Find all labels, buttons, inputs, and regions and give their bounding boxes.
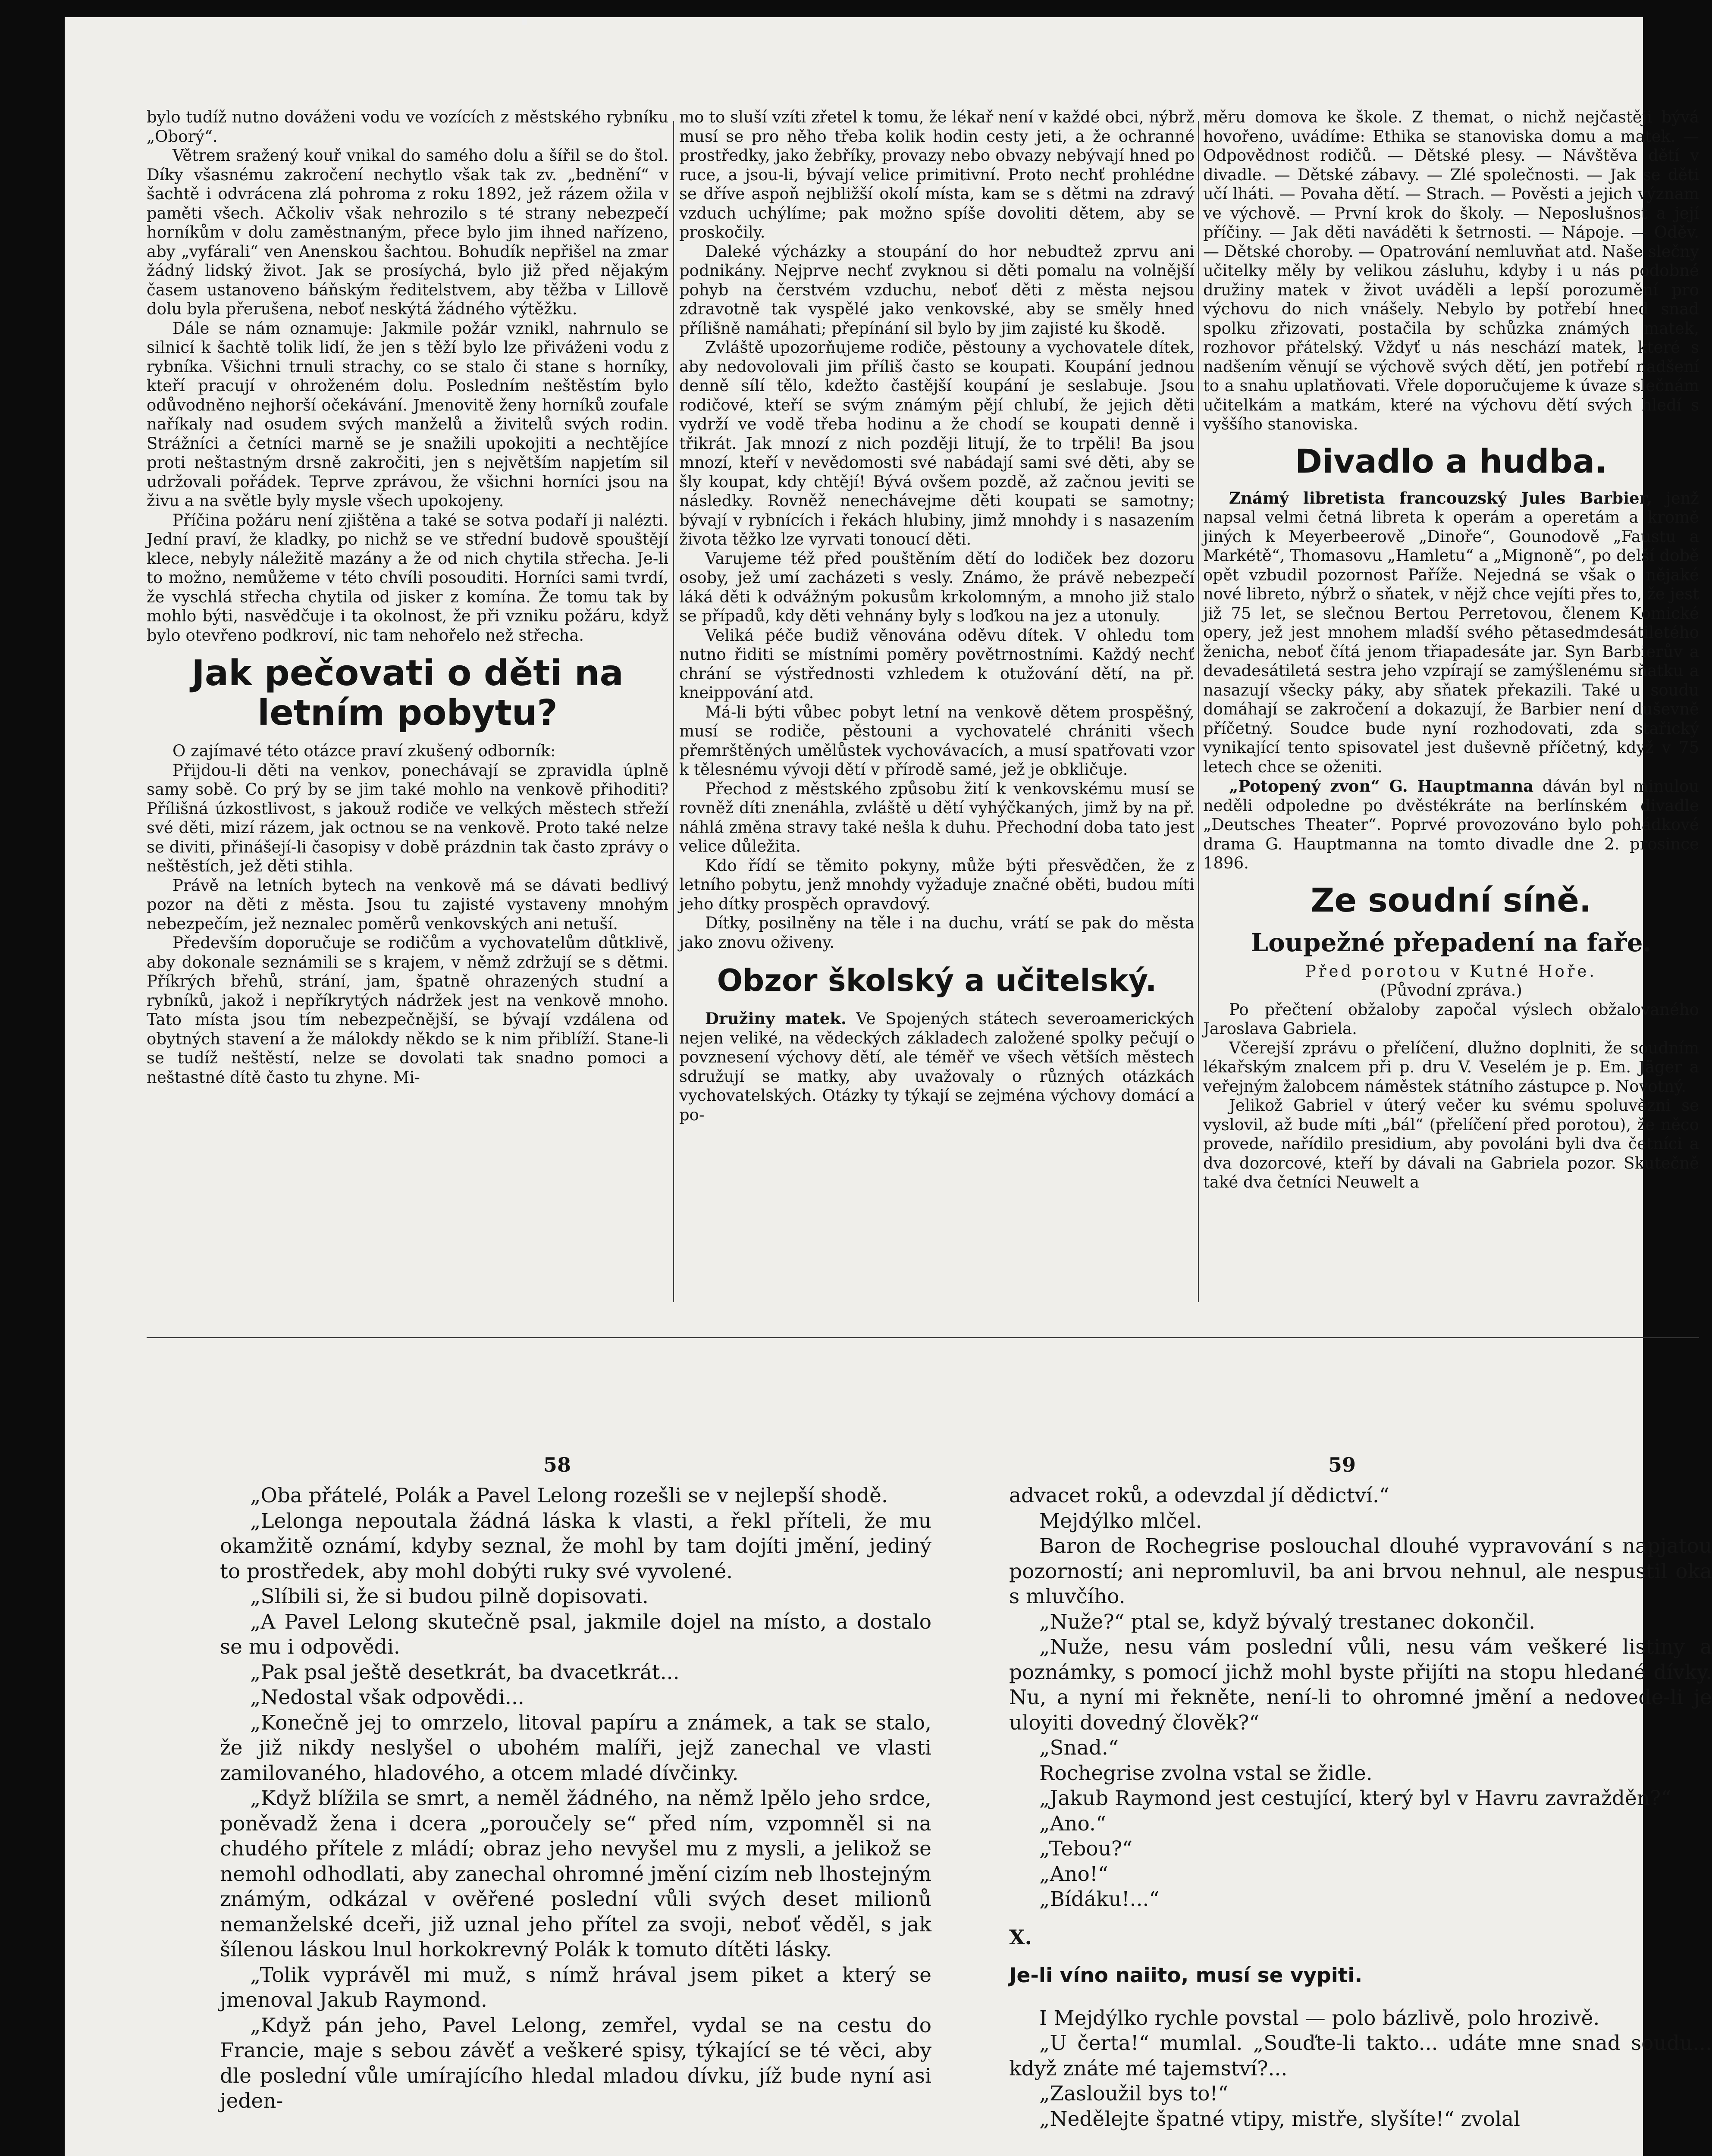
paragraph: „Pak psal ještě desetkrát, ba dvacetkrát... bbox=[250, 1660, 680, 1684]
paragraph: Především doporučuje se rodičům a vychovatelům důtklivě, aby dokonale seznámili se s krajem, v němž zdržují se s dětmi. Příkrých břehů, strání, jam, špatně ohrazených studní a rybníků, jakož i nepříkrytých nádržek jest na venkově mnoho. Tato místa jsou tím nebezpečnější, se bývají vzdálena od obytných stavení a že málokdy někdo se k nim přiblíží. Stane-li se tudíž neštěstí, nelze se dovolati tak snadno pomoci a neštastné dítě často tu zhyne. Mi- bbox=[147, 934, 668, 1087]
newspaper-sheet bbox=[65, 17, 1712, 2156]
paragraph: „Oba přátelé, Polák a Pavel Lelong rozešli se v nejlepší shodě. bbox=[250, 1484, 888, 1507]
paragraph: „A Pavel Lelong skutečně psal, jakmile dojel na místo, a dostalo se mu i odpovědi. bbox=[220, 1610, 931, 1659]
paragraph: Má-li býti vůbec pobyt letní na venkově dětem prospěšný, musí se rodiče, pěstouni a vychovatelé chrániti všech přemrštěných umělůstek vychovávacích, a musí spatřovati vzor k tělesnému vývoji dětí v přírodě samé, jež je obkličuje. bbox=[679, 702, 1195, 779]
paragraph: Varujeme též před pouštěním dětí do lodiček bez dozoru osoby, jež umí zacházeti s vesly. Známo, že právě nebezpečí láká děti k odvážným pokusům krkolomným, a mnoho již stalo se případů, kdy děti vehnány byly s loďkou na jez a utonuly. bbox=[679, 549, 1195, 625]
page-number-right: 59 bbox=[1328, 1453, 1356, 1476]
paragraph: „Slíbili si, že si budou pilně dopisovati. bbox=[250, 1585, 649, 1608]
paragraph: advacet roků, a odevzdal jí dědictví.“ bbox=[1009, 1484, 1389, 1507]
scan-mark bbox=[522, 17, 527, 25]
lead-bold: Známý libretista francouzský Jules Barbier, bbox=[1229, 488, 1652, 508]
paragraph: „Když pán jeho, Pavel Lelong, zemřel, vydal se na cestu do Francie, maje s sebou závěť a veškeré spisy, týkající se té věci, aby dle poslední vůle umírajícího hledal mladou dívku, jíž bude nyní asi jeden- bbox=[220, 2013, 931, 2113]
section-divider bbox=[147, 1337, 1699, 1338]
paragraph: Přijdou-li děti na venkov, ponechávají se zpravidla úplně samy sobě. Co prý by se jim také mohlo na venkově přihoditi? Přílišná úzkostlivost, s jakouž rodiče ve velkých městech střeží své děti, mizí rázem, jak octnou se na venkově. Proto také nelze se diviti, přinášejí-li časopisy v době prázdnin tak často zprávy o neštěstích, jež děti stihla. bbox=[147, 761, 668, 875]
headline-theatre: Divadlo a hudba. bbox=[1295, 442, 1607, 480]
headline-school: Obzor školský a učitelský. bbox=[717, 963, 1157, 998]
paragraph: Přechod z městského způsobu žití k venkovskému musí se rovněž díti znenáhla, zvláště u dětí vyhýčkaných, jimž by na př. náhlá změna stravy také nešla k duhu. Přechodní doba tato jest velice důležita. bbox=[679, 779, 1195, 856]
paragraph: „Jakub Raymond jest cestující, který byl v Havru zavražděn?“ bbox=[1039, 1786, 1671, 1810]
paragraph: I Mejdýlko rychle povstal — polo bázlivě, polo hrozivě. bbox=[1039, 2006, 1600, 2030]
paragraph: „Konečně jej to omrzelo, litoval papíru a známek, a tak se stalo, že již nikdy neslyšel o ubohém malíři, jejž zanechal ve vlasti zamilovaného, hladového, a otcem mladé dívčinky. bbox=[220, 1711, 931, 1785]
paragraph: Daleké výcházky a stoupání do hor nebudtež zprvu ani podnikány. Nejprve nechť zvyknou si děti pomalu na volnější pohyb na čerstvém vzduchu, neboť děti z města nejsou zdravotně tak vyspělé jako venkovské, aby se směly hned přílišně namáhati; přepínání sil bylo by jim zajisté ku škodě. bbox=[679, 242, 1195, 338]
paragraph bbox=[679, 1009, 1195, 1125]
column-divider bbox=[673, 121, 674, 1302]
lead-text: Ve Spojených státech severoamerických nejen veliké, na vědeckých základech založené spolky pečují o povznesení výchovy dětí, ale téměř ve všech větších městech sdružují se matky, aby uvažovaly o různých otázkách vychovatelských. Otázky ty týkají se zejména výchovy domácí a po- bbox=[679, 1009, 1195, 1124]
paragraph: „Bídáku!...“ bbox=[1039, 1887, 1160, 1911]
paragraph: „Tolik vyprávěl mi muž, s nímž hrával jsem piket a který se jmenoval Jakub Raymond. bbox=[220, 1963, 931, 2012]
column-3 bbox=[1203, 108, 1699, 1315]
paragraph: „Nedělejte špatné vtipy, mistře, slyšíte!“ zvolal bbox=[1039, 2107, 1521, 2131]
paragraph: „Ano.“ bbox=[1039, 1811, 1106, 1836]
paragraph: „Lelonga nepoutala žádná láska k vlasti, a řekl příteli, že mu okamžitě oznámí, kdyby seznal, že mohl by tam dojíti jmění, jediný to prostředek, aby mohl dobýti ruky své vyvolené. bbox=[220, 1509, 931, 1583]
chapter-title: Je-li víno naiito, musí se vypiti. bbox=[1009, 1964, 1363, 1987]
paragraph: měru domova ke škole. Z themat, o nichž nejčastěji bývá hovořeno, uvádíme: Ethika se stanoviska domu a matek. — Odpovědnost rodičů. — Dětské plesy. — Návštěva dětí v divadle. — Dětské zábavy. — Zlé společnosti. — Jak se děti učí lháti. — Povaha dětí. — Strach. — Pověsti a jejich význam ve výchově. — První krok do školy. — Neposlušnost a její příčiny. — Jak děti naváděti k šetrnosti. — Nápoje. — Oděv. — Dětské choroby. — Opatrování nemluvňat atd. Naše slečny učitelky měly by velikou zásluhu, kdyby i u nás podobné družiny matek v život uváděli a lepší porozumění pro výchovu do nich vnášely. Nebylo by potřebí hned snad spolku zřizovati, postačila by schůzka známých matek, rozhovor přátelský. Vždyť u nás neschází matek, které s nadšením věnují se výchově svých dětí, jen potřebí nadšení to a snahu uplatňovati. Vřele doporučujeme k úvaze slečnám učitelkám a matkám, které na výchovu dětí svých hledí s vyššího stanoviska. bbox=[1203, 108, 1699, 433]
lead-text: jenž napsal velmi četná libreta k operám a operetám a kromě jiných k Meyerbeerově „Dinoře“, Gounodově „Faustu a Markétě“, Thomasovu „Hamletu“ a „Mignoně“, po delší době opět vzbudil pozornost Paříže. Nejedná se však o nějaké nové libreto, nýbrž o sňatek, v nějž chce vejíti přes to, že jest již 75 let, se slečnou Bertou Perretovou, členem Komické opery, jež jest mnohem mladší svého pětasedmdesátiletého ženicha, neboť čítá jenom třiapadesáte jar. Syn Barbierův a devadesátiletá sestra jeho vzpírají se zamýšlenému sňatku a nasazují všecky páky, aby sňatek překazili. Také u soudu domáhají se zakročení a dokazují, že Barbier není duševně příčetný. Soudce bude nyní rozhodovati, zda stařický vynikající tento spisovatel jest duševně příčetný, když v 75 letech chce se oženiti. bbox=[1203, 489, 1699, 776]
paragraph: Baron de Rochegrise poslouchal dlouhé vypravování s napjatou pozorností; ani nepromluvil, ba ani brvou nehnul, ale nespustil oka s mluvčího. bbox=[1009, 1534, 1712, 1608]
paragraph: Po přečtení obžaloby započal výslech obžalovaného Jaroslava Gabriela. bbox=[1203, 1000, 1699, 1038]
column-divider bbox=[1198, 121, 1199, 1302]
headline-children-summer: Jak pečovati o děti na letním pobytu? bbox=[191, 653, 624, 733]
court-subtitle-2: (Původní zpráva.) bbox=[1380, 981, 1522, 1000]
paragraph: Mejdýlko mlčel. bbox=[1039, 1509, 1202, 1533]
paragraph: Dále se nám oznamuje: Jakmile požár vznikl, nahrnulo se silnicí k šachtě tolik lidí, že jen s těží bylo lze přiváženi vodu z rybníka. Všichni trnuli strachy, co se stalo či stane s horníky, kteří pracují v ohroženém dolu. Posledním neštěstím bylo odůvodněno nejhorší očekávání. Jmenovitě ženy horníků zoufale naříkaly nad osudem svých manželů a živitelů svých rodin. Strážníci a četníci marně se je snažili upokojiti a nechtějíce proti neštastným drsně zakročiti, jen s největším napjetím sil udržovali pořádek. Teprve zprávou, že všichni horníci jsou na živu a na světle byly mysle všech upokojeny. bbox=[147, 319, 668, 510]
paragraph: „Snad.“ bbox=[1039, 1736, 1119, 1760]
paragraph: bylo tudíž nutno dováženi vodu ve vozících z městského rybníku „Oborý“. bbox=[147, 108, 668, 146]
paragraph: „Zasloužil bys to!“ bbox=[1039, 2082, 1229, 2106]
paragraph: Rochegrise zvolna vstal se židle. bbox=[1039, 1761, 1373, 1785]
paragraph: Jelikož Gabriel v úterý večer ku svému spoluvězni se vyslovil, až bude míti „bál“ (přelíčení před porotou), že něco provede, nařídilo presidium, aby povoláni byli dva četníci a dva dozorcové, kteří by dávali na Gabriela pozor. Skutečně také dva četníci Neuwelt a bbox=[1203, 1096, 1699, 1191]
court-title: Loupežné přepadení na faře. bbox=[1251, 928, 1652, 957]
paragraph: Dítky, posilněny na těle i na duchu, vrátí se pak do města jako znovu oživeny. bbox=[679, 914, 1195, 952]
paragraph: Včerejší zprávu o přelíčení, dlužno doplniti, že soudním lékařským znalcem při p. dru V. Veselém je p. Em. Jäger a veřejným žalobcem náměstek státního zástupce p. Novotný. bbox=[1203, 1038, 1699, 1096]
paragraph: Větrem sražený kouř vnikal do samého dolu a šířil se do štol. Díky všasnému zakročení nechytlo však tak zv. „bednění“ v šachtě i odvrácena zlá pohroma z roku 1892, jež rázem ožila v paměti všech. Ačkoliv však nehrozilo s té strany nebezpečí horníkům v dolu zaměstnaným, přece bylo jim ihned nařízeno, aby „vyfárali“ ven Anenskou šachtou. Bohudík nepřišel na zmar žádný lidský život. Jak se prosíychá, bylo již před nějakým časem ustanoveno báňským ředitelstvem, aby těžba v Lillově dolu byla přerušena, neboť neskýtá žádného výtěžku. bbox=[147, 146, 668, 318]
lead-bold: „Potopený zvon“ G. Hauptmanna bbox=[1229, 777, 1534, 796]
paragraph: „Tebou?“ bbox=[1039, 1837, 1133, 1861]
lead-bold: Družiny matek. bbox=[705, 1009, 847, 1028]
court-subtitle: Před porotou v Kutné Hoře. bbox=[1305, 962, 1597, 981]
book-page-right bbox=[1009, 1483, 1712, 2156]
column-1 bbox=[147, 108, 668, 1315]
page-number-left: 58 bbox=[543, 1453, 571, 1476]
paragraph: mo to sluší vzíti zřetel k tomu, že lékař není v každé obci, nýbrž musí se pro něho třeba kolik hodin cesty jeti, a že ochranné prostředky, jako žebříky, provazy nebo obvazy nebývají hned po ruce, a jsou-li, bývají velice primitivní. Proto nechť prohlédne se dříve aspoň nejbližší okolí místa, kam se s dětmi na zdravý vzduch uchýlíme; pak možno spíše dovoliti dětem, aby se proskočily. bbox=[679, 108, 1195, 241]
paragraph: Příčina požáru není zjištěna a také se sotva podaří ji nalézti. Jední praví, že kladky, po nichž se ve střední budově spouštějí klece, nebyly náležitě mazány a že od nich chytila střecha. Je-li to možno, nemůžeme v této chvíli posouditi. Horníci sami tvrdí, že vyschlá střecha chytila od jisker z komína. Že tomu tak by mohlo býti, nasvědčuje i ta okolnost, že při vzniku požáru, když bylo otevřeno podkroví, nic tam nehořelo než střecha. bbox=[147, 511, 668, 645]
paragraph: „U čerta!“ mumlal. „Souďte-li takto... udáte mne snad soudu... když znáte mé tajemství?... bbox=[1009, 2031, 1712, 2081]
lead-text: dáván byl minulou neděli odpoledne po dvěstékráte na berlínském divadle „Deutsches Theater“. Poprvé provozováno bylo pohádkové drama G. Hauptmanna na tomto divadle dne 2. prosince 1896. bbox=[1203, 777, 1699, 872]
paragraph: „Ano!“ bbox=[1039, 1862, 1108, 1886]
paragraph: O zajímavé této otázce praví zkušený odborník: bbox=[172, 742, 556, 760]
paragraph: Právě na letních bytech na venkově má se dávati bedlivý pozor na děti z města. Jsou tu zajisté vystaveny mnohým nebezpečím, jež neznalec poměrů venkovských ani netuší. bbox=[147, 876, 668, 933]
headline-court: Ze soudní síně. bbox=[1311, 881, 1592, 919]
paragraph: „Nedostal však odpovědi... bbox=[250, 1686, 524, 1709]
paragraph: Zvláště upozorňujeme rodiče, pěstouny a vychovatele dítek, aby nedovolovali jim příliš často se koupati. Koupání jednou denně sílí tělo, kdežto častější koupání je seslabuje. Jsou rodičové, kteří se svým známým pějí chlubí, že jejich děti vydrží ve vodě třeba hodinu a že chodí se koupati denně i třikrát. Jak mnozí z nich později litují, že to trpěli! Ba jsou mnozí, kteří v nevědomosti své nabádají sami své děti, aby se šly koupat, kdy chtějí! Bývá ovšem pozdě, až začnou jeviti se následky. Rovněž nenechávejme děti koupati se samotny; bývají v rybnících i řekách hlubiny, jimž mnohdy i s nasazením života těžko lze vyrvati tonoucí děti. bbox=[679, 338, 1195, 548]
column-2 bbox=[679, 108, 1195, 1315]
paragraph: „Nuže, nesu vám poslední vůli, nesu vám veškeré listiny a poznámky, s pomocí jichž mohl byste přijíti na stopu hledané dívky. Nu, a nyní mi řekněte, není-li to ohromné jmění a nedovede-li je uloyiti dovedný člověk?“ bbox=[1009, 1635, 1712, 1735]
paragraph: „Nuže?“ ptal se, když bývalý trestanec dokončil. bbox=[1039, 1610, 1536, 1634]
book-page-left bbox=[220, 1483, 931, 2156]
paragraph bbox=[1203, 489, 1699, 777]
paragraph: Veliká péče budiž věnována oděvu dítek. V ohledu tom nutno řiditi se místními poměry povětrnostními. Každý nechť chrání se výstřednosti vzhledem k otužování dětí, na př. kneippování atd. bbox=[679, 626, 1195, 702]
paragraph bbox=[1203, 777, 1699, 873]
paragraph: Kdo řídí se těmito pokyny, může býti přesvědčen, že z letního pobytu, jenž mnohdy vyžaduje značné oběti, budou míti jeho dítky prospěch opravdový. bbox=[679, 856, 1195, 913]
paragraph: „Když blížila se smrt, a neměl žádného, na němž lpělo jeho srdce, poněvadž žena i dcera „poroučely se“ před ním, vzpomněl si na chudého přítele z mládí; obraz jeho nevyšel mu z mysli, a jelikož se nemohl odhodlati, aby zanechal ohromné jmění cizím neb lhostejným známým, odkázal v ověřené poslední vůli svých deset milionů nemanželské dceři, již uznal jeho přítel za svoji, neboť věděl, s jak šílenou láskou lnul horkokrevný Polák k tomuto dítěti lásky. bbox=[220, 1786, 931, 1962]
chapter-number: X. bbox=[1009, 1925, 1032, 1949]
